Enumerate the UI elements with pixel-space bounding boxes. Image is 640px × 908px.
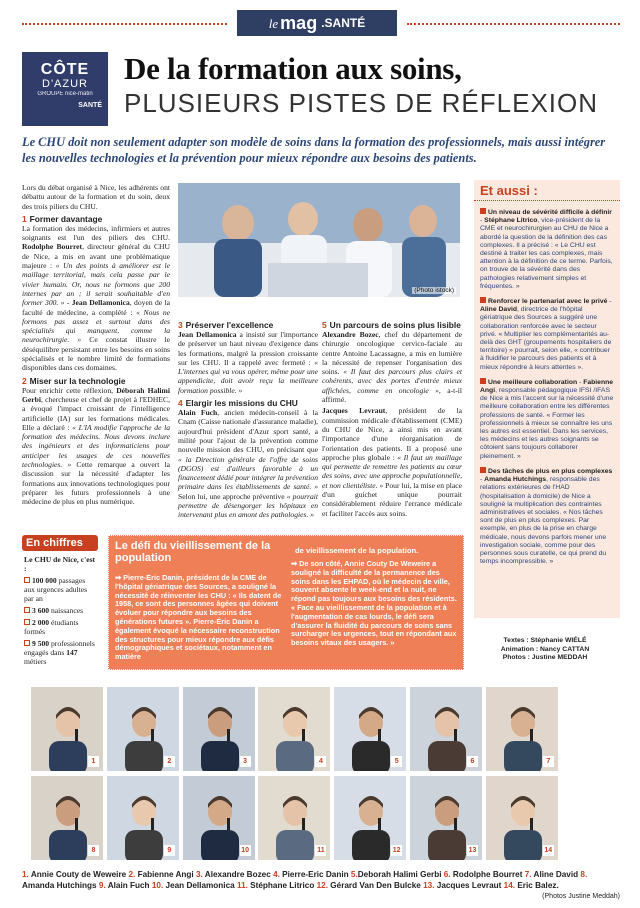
portrait-number: 1 [88,756,99,767]
portrait-caption [22,869,620,902]
square-bullet-icon [480,467,486,473]
section-5-text-2 [322,406,462,518]
quote: « Il faut des parcours plus clairs et cohérents, avec des portes d'entrée mieux affichées, comme en oncologie » [322,367,462,395]
caption-number: 9. [98,881,106,890]
chiffres-intro: Le CHU de Nice, c'est : [24,555,96,573]
article-column-1 [22,183,170,509]
credit-texts: Textes : Stéphanie WIÉLÉ [503,637,587,644]
section-number: 3 [178,320,183,330]
chiffres-number: 147 [66,648,78,657]
quote: « pourrait permettre de désengorger les hôpitaux en intervenant plus en amont des pathologies. » [178,491,319,520]
en-chiffres-box [22,535,98,670]
person-name: Stéphane Litrico [484,217,538,225]
quote: « Un des points à améliorer est le maillage territorial, mais cela passe par le vivier humain. Or, nous ne formons que 200 internes par an ; il serait souhaitable d'en former 300. » [22,261,170,308]
caption-person-name: Stéphane Litrico [247,881,317,890]
credit-photos: Photos : Justine MEDDAH [502,654,588,661]
sidebar-item-title: Renforcer le partenariat avec le privé [488,298,608,306]
main-photo-illustration [178,183,460,297]
section-number: 4 [178,398,183,409]
caption-person-name: Amanda Hutchings [22,881,99,890]
checkbox-icon [24,577,30,583]
portrait-photo [409,686,483,772]
logo-line1: CÔTE [40,61,90,78]
portrait-photo [485,775,559,861]
header-rule-right [407,23,620,25]
portrait-number: 6 [467,756,478,767]
section-heading-4 [178,398,318,408]
caption-number: 4. [273,870,280,879]
portrait-number: 11 [317,847,325,854]
portrait-photo [30,686,104,772]
sidebar-item-text: , responsable pédagogique IFSI /IFAS de Nice a mis l'accent sur la nécessité d'une meilleure collaboration entre les différentes professions de santé. « Former les professionnels à mieux se connaître les uns les autres est essentiel. Dans les services, les médecins et les autres soignants se côtoient sans toujours collaborer pleinement. » [480,387,614,460]
text: La formation des médecins, infirmiers et autres soignants est l'un des piliers des CHU. [22,223,170,243]
sidebar-heading: Et aussi : [474,180,620,201]
caption-number: 14. [503,881,516,890]
section-number: 1 [22,213,27,224]
caption-person-name: Gérard Van Den Bulcke [328,881,424,890]
sidebar-item-title: Une meilleure collaboration [488,378,578,386]
section-number: 2 [22,375,27,386]
portrait-number: 5 [391,756,402,767]
person-name: Jean Dellamonica [71,298,130,308]
page-subtitle: PLUSIEURS PISTES DE RÉFLEXION [124,88,599,118]
checkbox-icon [24,619,30,625]
portrait-photo [182,775,256,861]
text: , président de la commission médicale d'établissement (CME) du CHU de Nice, a ainsi mis en avant l'importance d'une réorganisation de l'orientation des patients. Il a proposé une approche plus globale : [322,406,462,462]
photo-credit: (Photo istock) [414,287,454,294]
portrait-number: 7 [543,756,554,767]
portrait-number: 13 [468,847,477,854]
caption-number: 1. [22,870,29,879]
text: , directeur général du CHU de Nice, a mis en avant une problématique majeure : [22,242,171,271]
section-number: 5 [322,320,327,330]
caption-number: 6. [443,870,451,879]
portrait-photo [333,775,407,861]
portrait-photo [409,775,483,861]
portrait-number: 2 [164,756,175,767]
chiffres-number: 9 500 [32,639,50,648]
caption-number: 12. [316,881,328,890]
article-column-2 [178,317,318,522]
chiffres-text: métiers [24,657,47,666]
text: , ancien médecin-conseil à la Cnam (Caisse nationale d'assurance maladie), aujourd'hui président d'Azur sport santé, a milité pour l'ajout de la prévention comme nouvelle mission des CHU, en précisant que [178,408,318,455]
caption-person-name: Rodolphe Bourret [450,870,525,879]
section-header [237,10,397,36]
chiffres-item [24,639,96,666]
logo-line4: SANTÉ [78,102,102,109]
defi-heading: Le défi du vieillissement de la population [115,540,271,564]
portrait-photo [485,686,559,772]
caption-person-name: Alexandre Bozec [202,870,274,879]
caption-number: 13. [423,881,435,890]
text: , a-t-il affirmé. [322,385,462,405]
lead-paragraph: Le CHU doit non seulement adapter son modèle de soins dans la formation des professionnels, mais aussi intégrer les nouvelles technologies et la prévention pour mieux répondre aux besoins des patients. [22,135,606,165]
defi-heading-continued: de vieillissement de la population. [295,546,419,555]
caption-photo-credit: (Photos Justine Meddah) [542,893,620,900]
square-bullet-icon [480,378,486,384]
defi-vieillissement-box [108,535,464,670]
caption-number: 7. [524,870,532,879]
chiffres-item [24,606,96,615]
checkbox-icon [24,640,30,646]
header-le: le [268,15,279,31]
portrait-grid [22,686,620,861]
section-title: Préserver l'excellence [185,320,274,330]
text: Pour lui, la mise en place d'un guichet unique pourrait considérablement réduire l'errance médicale et faciliter l'accès aux soins. [322,480,462,518]
portrait-number: 9 [164,845,175,856]
sidebar-item-text: , vice-président de la CME et neurochirurgien au CHU de Nice a abordé la question de la définition des cas complexes. Il a précisé : « Le CHU est destiné à traiter les cas complexes, mais attention à la définition de ce terme. Parfois, on trouve de la sévérité dans des pathologies relativement simples et fréquentes. » [480,217,613,290]
section-heading-1 [22,214,170,224]
caption-person-name: Fabienne Angi [135,870,196,879]
portrait-photo [106,686,180,772]
sidebar-item-text: , directrice de l'hôpital gériatrique des Sources a suggéré une collaboration renforcée avec le secteur privé. « Multiplier les complémentarités au-delà des GHT (groupements hospitaliers de territoire) » pourrait, selon elle, « contribuer à fluidifier le parcours des patients et à mieux répondre à leurs attentes ». [480,306,612,371]
person-name: Jean Dellamonica [178,330,237,339]
cote-dazur-logo [22,52,108,126]
portrait-photo [257,775,331,861]
square-bullet-icon [480,297,486,303]
portrait-photo [182,686,256,772]
person-name: Alain Fuch [178,408,218,418]
section-1-text: La formation des médecins, infirmiers et autres soignants est l'un des piliers des CHU. Rodolphe Bourret, directeur général du CHU de Nice, a mis en avant une problématique majeure : « Un des points à améliorer est le maillage territorial, mais cela passe par le vivier humain. Or, nous ne formons que 200 internes par an ; il serait souhaitable d'en former 300. » - Jean Dellamonica, doyen de la faculté de médecine, a complété : « Nous ne formons pas assez et surtout dans des spécialités qui manquent, comme la neurochirurgie. » Ce constat illustre le déséquilibre persistant entre les besoins en soins spécialisés et le nombre limité de formations disponibles dans ces domaines. [22,223,171,373]
section-5-text [322,330,462,404]
credit-animation: Animation : Nancy CATTAN [500,645,590,653]
chiffres-number: 3 600 [32,606,50,615]
caption-person-name: Eric Balez. [515,881,559,890]
chiffres-item [24,618,96,636]
text: Cette remarque a ouvert la discussion sur la nécessité d'adapter les formations aux innovations technologiques pour préparer les futurs professionnels à une médecine de plus en plus numérique. [22,460,171,507]
section-title: Elargir les missions du CHU [185,398,298,409]
text: , chercheuse et chef de projet à l'EDHEC, a évoqué l'impact croissant de l'intelligence artificielle (IA) sur les formations médicales. Elle a déclaré : [22,394,170,432]
caption-person-name: Aline David [531,870,581,879]
logo-line2: D'AZUR [42,78,88,90]
quote: « L'IA modifie l'approche de la formation des médecins. Nous devons inclure des ingénieurs et des informaticiens pour anticiper les usages de ces nouvelles technologies. » [22,422,170,470]
portrait-photo [257,686,331,772]
caption-names [22,870,587,890]
portrait-number: 3 [240,756,251,767]
caption-person-name: Annie Couty de Weweire [28,870,129,879]
sidebar-item: Des tâches de plus en plus complexes - Amanda Hutchings, responsable des relations extérieures de l'HAD (hospitalisation à domicile) de Nice a souligné la multiplication des contraintes administratives et sociales. « Nos tâches sont de plus en plus complexes. Par exemple, en plus de la prise en charge médicale, nous devons parfois mener une investigation sociale, comme pour des personnes sous curatelle, ce qui prend du temps incompressible. » [480,467,613,566]
section-heading-2 [22,376,170,386]
quote: « Nous ne formons pas assez et surtout dans des spécialités qui manquent, comme la neurochirurgie. » [22,307,170,345]
chiffres-text: naissances [49,606,84,615]
caption-person-name: Jean Dellamonica [163,881,237,890]
main-photo [178,183,460,297]
defi-text-1: ➡ Pierre-Éric Danin, président de la CME de l'hôpital gériatrique des Sources, a souligné la nécessité de réinventer les CHU : « Ils datent de 1958, ce sont des personnes âgées qui doivent évoluer pour répondre aux besoins des générations futures ». Pierre-Éric Danin a également évoqué la nécessaire reconstruction des structures pour mieux répondre aux défis démographiques et sociétaux, notamment en matière [115,574,282,662]
text: , chef du département de chirurgie oncologique cervico-faciale au centre Antoine Lacassagne, a mis en lumière la nécessité de repenser l'organisation des soins. [322,330,462,377]
caption-number: 5. [350,870,358,879]
sidebar-item: Une meilleure collaboration - Fabienne Angi, responsable pédagogique IFSI /IFAS de Nice a mis l'accent sur la nécessité d'une meilleure collaboration entre les différentes professions de santé. « Former les professionnels à mieux se connaître les uns les autres est essentiel. Dans les services, les médecins et les autres soignants se côtoient sans toujours collaborer pleinement. » [480,378,614,460]
quote: « Il faut un maillage qui permette de remettre les patients au cœur des soins, avec une approche populationnelle, et non clientéliste. » [322,452,462,490]
caption-person-name: Pierre-Eric Danin [279,870,351,879]
section-heading-3 [178,320,318,330]
section-4-text [178,408,318,520]
person-name: Alexandre Bozec [322,330,379,339]
text: a insisté sur l'importance de préserver un haut niveau d'exigence dans les formations, malgré la pression croissante sur les CHU. Il a rappelé avec fermeté : [178,330,318,367]
text: Pour enrichir cette réflexion, [22,385,117,395]
section-title: Former davantage [29,213,103,224]
person-name: Rodolphe Bourret [22,242,83,252]
sidebar-item-text: , responsable des relations extérieures de l'HAD (hospitalisation à domicile) de Nice a souligné la multiplication des contraintes administratives et sociales. « Nos tâches sont de plus en plus complexes. Par exemple, en plus de la prise en charge médicale, nous devons parfois mener une investigation sociale, comme pour des personnes sous curatelle, ce qui prend du temps incompressible. » [480,476,607,566]
caption-person-name: Alain Fuch [105,881,152,890]
person-name: Fabienne Angi [480,378,614,395]
caption-number: 10. [151,881,164,890]
defi-text-2: ➡ De son côté, Annie Couty De Weweire a souligné la difficulté de la permanence des soins dans les EHPAD, où le médecin de ville, souvent absente le week-end et la nuit, ne répond pas toujours aux besoins des résidents. « Face au vieillissement de la population et à l'augmentation de cas lourds, le défi sera d'assurer la fluidité du parcours de soins sans surcharger les urgences, tout en répondant aux besoins vitaux des usagers. » [291,560,457,648]
portrait-photo [106,775,180,861]
portrait-number: 14 [544,847,553,854]
header-rule-left [22,23,227,25]
quote: « L'internes qui va vous opérer, même pour une appendicite, doit avoir reçu la meilleure formation possible. » [178,357,318,395]
portrait-number: 12 [392,847,401,854]
portrait-number: 8 [88,845,99,856]
person-name: Jacques Levraut [322,406,386,416]
credits-block [480,637,610,663]
caption-number: 3. [195,870,203,879]
en-chiffres-body [22,551,98,670]
section-title: Miser sur la technologie [29,375,126,386]
portrait-number: 10 [241,847,249,854]
person-name: Amanda Hutchings [484,476,547,484]
text: Ce constat illustre le déséquilibre persistant entre les besoins en soins spécialisés et le nombre limité de formations disponibles dans ces domaines. [22,335,170,373]
portrait-number: 4 [315,756,326,767]
chiffres-number: 100 000 [32,576,57,585]
en-chiffres-heading: En chiffres [22,535,98,551]
header-mag: mag [280,13,318,33]
caption-person-name: Deborah Halimi Gerbi [357,870,444,879]
text: , doyen de la faculté de médecine, a complété : [22,298,170,317]
intro-paragraph: Lors du débat organisé à Nice, les adhérents ont débattu autour de la formation et du soin, deux des trois piliers du CHU. [22,183,170,211]
et-aussi-sidebar [474,180,620,618]
sidebar-item-title: Un niveau de sévérité difficile à définir [488,209,612,216]
page-title: De la formation aux soins, [124,51,462,86]
caption-number: 8. [580,870,588,879]
sidebar-item: Un niveau de sévérité difficile à définir - Stéphane Litrico, vice-président de la CME et neurochirurgien au CHU de Nice a abordé la question de la définition des cas complexes. Il a précisé : « Le CHU est destiné à traiter les cas complexes, mais attention à la définition de ce terme. Parfois, on trouve de la sévérité dans des pathologies relativement simples et fréquentes. » [480,209,613,290]
quote: « la Direction générale de l'offre de soins (DGOS) est d'ailleurs favorable à un financement dédié pour intégrer la prévention primaire dans les établissements de santé. » [178,454,318,492]
person-name: Déborah Halimi Gerbi [22,385,170,404]
portrait-photo [30,775,104,861]
person-name: Aline David [480,306,518,314]
chiffres-text: passages aux urgences adultes par an [24,576,88,603]
sidebar-item-title: Des tâches de plus en plus complexes [488,467,613,475]
chiffres-number: 2 000 [32,618,50,627]
chiffres-text: professionnels engagés dans [24,639,95,657]
header-section: .SANTÉ [321,16,366,30]
caption-person-name: Jacques Levraut [434,881,504,890]
square-bullet-icon [480,208,486,214]
caption-number: 11. [236,881,248,890]
text: Selon lui, une approche préventive [178,491,287,501]
section-2-text [22,386,170,507]
section-title: Un parcours de soins plus lisible [329,320,461,330]
caption-number: 2. [128,870,136,879]
sidebar-item: Renforcer le partenariat avec le privé - Aline David, directrice de l'hôpital gériatrique des Sources a suggéré une collaboration renforcée avec le secteur privé. « Multiplier les complémentarités au-delà des GHT (groupements hospitaliers de territoire) » pourrait, selon elle, « contribuer à fluidifier le parcours des patients et à mieux répondre à leurs attentes ». [480,298,612,371]
checkbox-icon [24,607,30,613]
chiffres-text: étudiants formés [24,618,79,636]
section-3-text [178,330,318,395]
section-heading-5 [322,320,462,330]
chiffres-item [24,576,96,603]
portrait-photo [333,686,407,772]
logo-line3: GROUPE nice-matin [37,91,93,97]
article-column-3 [322,317,462,520]
